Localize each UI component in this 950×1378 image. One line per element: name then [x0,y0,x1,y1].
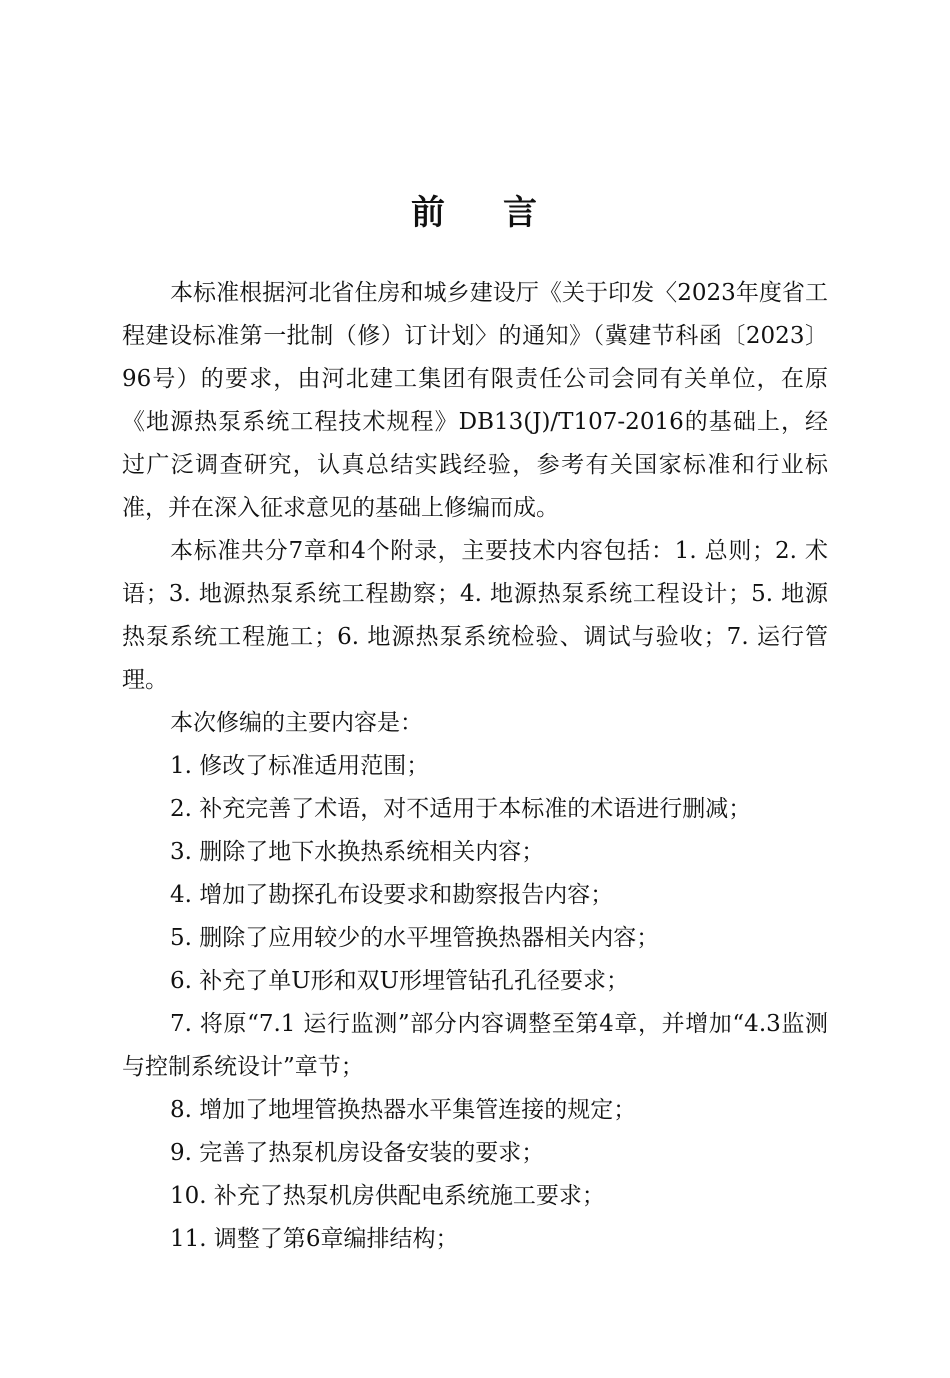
revision-item: 5. 删除了应用较少的水平埋管换热器相关内容； [170,925,660,951]
paragraph-revision-intro: 本次修编的主要内容是： [170,710,423,736]
title-char-2: 言 [503,193,539,233]
page-title [0,188,950,238]
title-char-1: 前 [411,193,447,233]
revision-item: 10. 补充了热泵机房供配电系统施工要求； [170,1183,605,1209]
revision-item: 1. 修改了标准适用范围； [170,753,430,779]
paragraph-basis: 本标准根据河北省住房和城乡建设厅《关于印发〈2023年度省工程建设标准第一批制（修）订计划〉的通知》（冀建节科函〔2023〕96号）的要求，由河北建工集团有限责任公司会同有关单位，在原《地源热泵系统工程技术规程》DB13(J)/T107-2016的基础上，经过广泛调查研究，认真总结实践经验，参考有关国家标准和行业标准，并在深入征求意见的基础上修编而成。 [122,280,828,521]
revision-item: 6. 补充了单U形和双U形埋管钻孔孔径要求； [170,968,630,994]
revision-item: 4. 增加了勘探孔布设要求和勘察报告内容； [170,882,614,908]
revision-item: 3. 删除了地下水换热系统相关内容； [170,839,545,865]
revision-item: 7. 将原“7.1 运行监测”部分内容调整至第4章，并增加“4.3监测与控制系统设计”章节； [122,1011,828,1080]
preface-body [122,272,828,1261]
revision-item: 11. 调整了第6章编排结构； [170,1226,459,1252]
revision-item: 9. 完善了热泵机房设备安装的要求； [170,1140,545,1166]
paragraph-structure: 本标准共分7章和4个附录，主要技术内容包括：1. 总则；2. 术语；3. 地源热泵系统工程勘察；4. 地源热泵系统工程设计；5. 地源热泵系统工程施工；6. 地源热泵系统检验、调试与验收；7. 运行管理。 [122,538,828,693]
revision-item: 8. 增加了地埋管换热器水平集管连接的规定； [170,1097,637,1123]
revision-item: 2. 补充完善了术语，对不适用于本标准的术语进行删减； [170,796,752,822]
